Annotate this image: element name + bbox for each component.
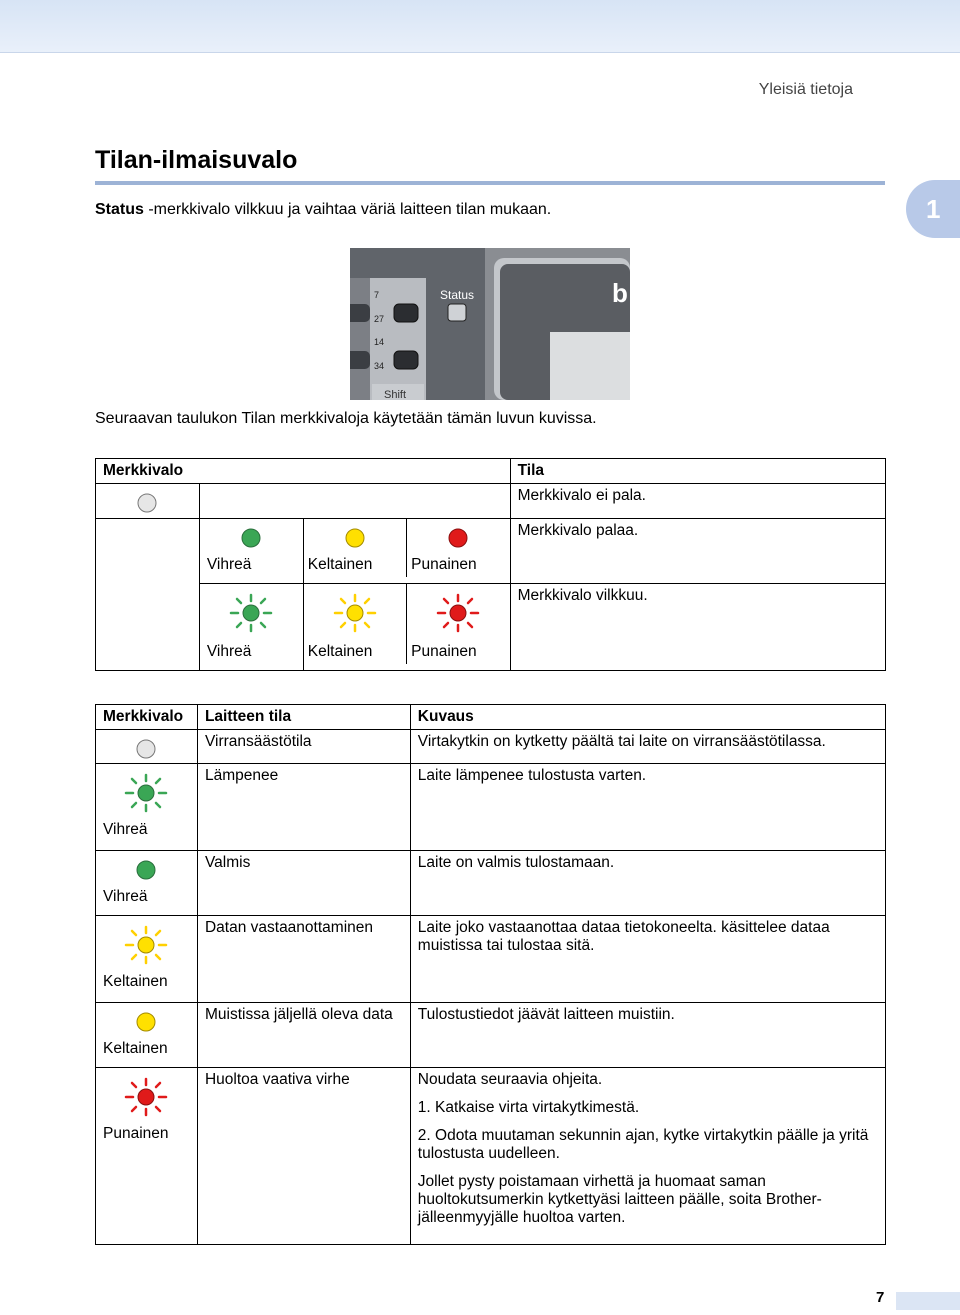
- led-yellow-icon: [343, 528, 367, 548]
- status-row-0-state: Virransäästötila: [197, 730, 410, 764]
- status-row-0-led: [96, 730, 198, 764]
- legend-red-on-cell: [407, 519, 510, 577]
- status-row-5-desc-line-3: 2. Odota muutaman sekunnin ajan, kytke virtakytkin päälle ja yritä tulostusta uudelleen.: [417, 1127, 869, 1162]
- status-row-1-state: Lämpenee: [197, 764, 410, 851]
- status-row-3-desc: Laite joko vastaanottaa dataa tietokoneelta. käsittelee dataa muistissa tai tulostaa sitä.: [410, 916, 885, 1003]
- status-row-2-state: Valmis: [197, 851, 410, 916]
- status-row-5-desc-line-1: Noudata seuraavia ohjeita.: [417, 1071, 603, 1088]
- status-row-2-label: Vihreä: [103, 888, 148, 905]
- status-row-0-desc: Virtakytkin on kytketty päältä tai laite on virransäästötilassa.: [410, 730, 885, 764]
- status-header-led: Merkkivalo: [96, 705, 198, 730]
- legend-green-on-cell: [199, 519, 303, 584]
- intro-bold: Status: [95, 201, 144, 218]
- status-row-5-desc: [410, 1068, 885, 1245]
- legend-label-yellow: Keltainen: [307, 556, 373, 573]
- led-yellow-blinking-icon: [332, 593, 378, 633]
- intro-text: -merkkivalo vilkkuu ja vaihtaa väriä laitteen tilan mukaan.: [143, 201, 552, 218]
- control-panel-illustration: [350, 248, 630, 400]
- panel-status-label: Status: [440, 288, 475, 302]
- led-off-icon: [134, 739, 158, 759]
- legend-left-blank: [96, 519, 200, 671]
- legend-green-blink-cell: [199, 584, 303, 671]
- panel-key-3: 14: [374, 337, 385, 347]
- status-header-desc: Kuvaus: [410, 705, 885, 730]
- status-row-5-led: [96, 1068, 198, 1245]
- led-red-blinking-icon: [123, 1077, 169, 1117]
- led-green-blinking-icon: [228, 593, 274, 633]
- legend-yellow-red-blink-cell: [303, 584, 510, 671]
- status-row-1-desc: Laite lämpenee tulostusta varten.: [410, 764, 885, 851]
- legend-off-text: Merkkivalo ei pala.: [510, 484, 885, 519]
- legend-yellow-blink-cell: [304, 584, 407, 664]
- legend-red-blink-cell: [407, 584, 510, 664]
- legend-label-yellow-blink: Keltainen: [307, 643, 373, 660]
- led-red-blinking-icon: [435, 593, 481, 633]
- status-header-state: Laitteen tila: [197, 705, 410, 730]
- chapter-tab: 1: [906, 180, 960, 238]
- page-number-bar: [896, 1292, 960, 1310]
- status-row-5-state: Huoltoa vaativa virhe: [197, 1068, 410, 1245]
- led-green-icon: [134, 860, 158, 880]
- led-red-icon: [446, 528, 470, 548]
- led-green-blinking-icon: [123, 773, 169, 813]
- panel-key-1: 7: [374, 290, 380, 300]
- legend-table: [95, 458, 886, 671]
- panel-logo-letter: b: [612, 278, 628, 308]
- status-row-1-label: Vihreä: [103, 821, 148, 838]
- legend-label-red-blink: Punainen: [411, 643, 477, 660]
- panel-key-4: 34: [374, 361, 385, 371]
- panel-key-2: 27: [374, 314, 385, 324]
- title-rule: [95, 181, 885, 185]
- status-row-4-led: [96, 1003, 198, 1068]
- legend-on-text: Merkkivalo palaa.: [510, 519, 885, 584]
- legend-label-green-blink: Vihreä: [206, 643, 252, 660]
- running-header: Yleisiä tietoja: [758, 81, 853, 98]
- legend-label-red: Punainen: [411, 556, 477, 573]
- status-row-4-state: Muistissa jäljellä oleva data: [197, 1003, 410, 1068]
- led-yellow-icon: [134, 1012, 158, 1032]
- legend-yellow-red-on-cell: [303, 519, 510, 584]
- status-row-2-led: [96, 851, 198, 916]
- led-yellow-blinking-icon: [123, 925, 169, 965]
- page-number: 7: [876, 1289, 885, 1306]
- page-title: Tilan-ilmaisuvalo: [95, 146, 298, 174]
- status-row-3-state: Datan vastaanottaminen: [197, 916, 410, 1003]
- table-intro-paragraph: Seuraavan taulukon Tilan merkkivaloja käytetään tämän luvun kuvissa.: [95, 410, 597, 427]
- led-green-icon: [239, 528, 263, 548]
- legend-off-cell: [96, 484, 200, 519]
- status-row-5-label: Punainen: [103, 1125, 169, 1142]
- control-panel-photo: [350, 248, 630, 400]
- legend-blink-text: Merkkivalo vilkkuu.: [510, 584, 885, 671]
- status-row-2-desc: Laite on valmis tulostamaan.: [410, 851, 885, 916]
- legend-blank-cell: [199, 484, 510, 519]
- status-row-5-desc-line-4: Jollet pysty poistamaan virhettä ja huomaat saman huoltokutsumerkin kytkettyäsi laitteen päälle, soita Brother-jälleenmyyjälle huoltoa varten.: [417, 1173, 822, 1226]
- legend-header-left: Merkkivalo: [96, 459, 511, 484]
- status-row-4-desc: Tulostustiedot jäävät laitteen muistiin.: [410, 1003, 885, 1068]
- panel-shift-label: Shift: [384, 389, 407, 400]
- top-band: [0, 0, 960, 53]
- legend-yellow-on-cell: [304, 519, 407, 577]
- led-off-icon: [135, 493, 159, 513]
- legend-label-green: Vihreä: [206, 556, 252, 573]
- legend-header-right: Tila: [510, 459, 885, 484]
- status-row-1-led: [96, 764, 198, 851]
- status-table: [95, 704, 886, 1245]
- status-row-5-desc-line-2: 1. Katkaise virta virtakytkimestä.: [417, 1099, 640, 1116]
- intro-paragraph: [95, 201, 551, 219]
- status-row-3-led: [96, 916, 198, 1003]
- status-row-4-label: Keltainen: [103, 1040, 168, 1057]
- status-row-3-label: Keltainen: [103, 973, 168, 990]
